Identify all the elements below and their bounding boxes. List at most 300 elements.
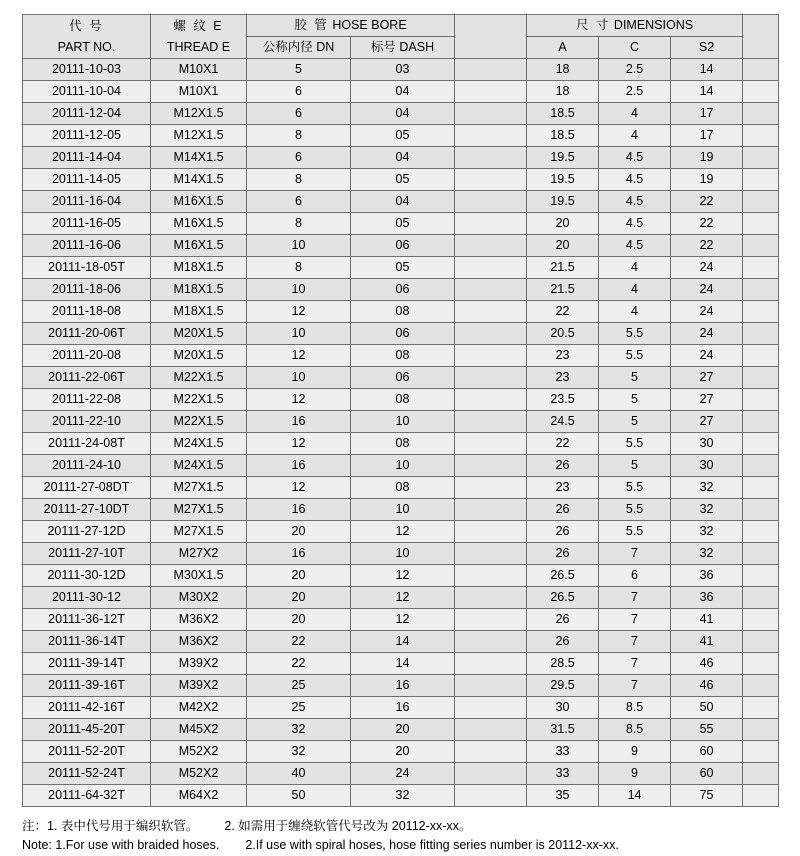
cell-dn: 16	[247, 455, 351, 477]
cell-dn: 16	[247, 499, 351, 521]
header-part-no	[23, 15, 151, 59]
cell-s2: 30	[671, 455, 743, 477]
cell-spacer-right	[743, 763, 779, 785]
cell-a: 23	[527, 477, 599, 499]
cell-s2: 32	[671, 499, 743, 521]
cell-thread: M18X1.5	[151, 301, 247, 323]
cell-dn: 20	[247, 587, 351, 609]
cell-c: 4.5	[599, 147, 671, 169]
cell-dn: 16	[247, 411, 351, 433]
cell-thread: M22X1.5	[151, 411, 247, 433]
cell-spacer	[455, 697, 527, 719]
cell-dn: 32	[247, 719, 351, 741]
note-cn-2: 2. 如需用于缠绕软管代号改为 20112-xx-xx。	[224, 819, 472, 833]
cell-spacer	[455, 103, 527, 125]
cell-dash: 32	[351, 785, 455, 807]
cell-a: 22	[527, 301, 599, 323]
cell-spacer-right	[743, 81, 779, 103]
cell-a: 33	[527, 741, 599, 763]
cell-s2: 36	[671, 587, 743, 609]
cell-c: 14	[599, 785, 671, 807]
cell-dash: 12	[351, 565, 455, 587]
cell-c: 5.5	[599, 499, 671, 521]
cell-a: 19.5	[527, 147, 599, 169]
cell-part-no: 20111-27-12D	[23, 521, 151, 543]
cell-dash: 10	[351, 455, 455, 477]
fittings-spec-table	[22, 14, 779, 807]
cell-dash: 14	[351, 653, 455, 675]
table-row	[23, 213, 779, 235]
table-row	[23, 565, 779, 587]
cell-dn: 20	[247, 521, 351, 543]
cell-spacer-right	[743, 103, 779, 125]
cell-dn: 6	[247, 147, 351, 169]
cell-dn: 32	[247, 741, 351, 763]
cell-part-no: 20111-12-04	[23, 103, 151, 125]
header-part-no-en: PART NO.	[57, 39, 116, 54]
cell-c: 4	[599, 125, 671, 147]
table-row	[23, 785, 779, 807]
cell-dn: 12	[247, 433, 351, 455]
cell-dash: 04	[351, 81, 455, 103]
cell-s2: 24	[671, 323, 743, 345]
table-row	[23, 653, 779, 675]
cell-spacer-right	[743, 785, 779, 807]
cell-c: 7	[599, 675, 671, 697]
cell-spacer-right	[743, 433, 779, 455]
cell-c: 5.5	[599, 345, 671, 367]
table-row	[23, 719, 779, 741]
cell-part-no: 20111-18-08	[23, 301, 151, 323]
header-dash-en: DASH	[399, 40, 435, 54]
cell-dash: 06	[351, 367, 455, 389]
table-row	[23, 345, 779, 367]
cell-a: 35	[527, 785, 599, 807]
cell-a: 26	[527, 631, 599, 653]
table-row	[23, 279, 779, 301]
cell-dn: 8	[247, 169, 351, 191]
cell-a: 29.5	[527, 675, 599, 697]
cell-spacer-right	[743, 257, 779, 279]
cell-dash: 12	[351, 521, 455, 543]
cell-spacer-right	[743, 191, 779, 213]
cell-spacer	[455, 543, 527, 565]
cell-dash: 05	[351, 125, 455, 147]
cell-thread: M42X2	[151, 697, 247, 719]
cell-s2: 75	[671, 785, 743, 807]
cell-c: 2.5	[599, 81, 671, 103]
cell-spacer	[455, 785, 527, 807]
cell-part-no: 20111-20-08	[23, 345, 151, 367]
cell-c: 8.5	[599, 719, 671, 741]
header-col-a: A	[527, 37, 599, 59]
cell-s2: 27	[671, 367, 743, 389]
cell-part-no: 20111-42-16T	[23, 697, 151, 719]
header-row-top	[23, 15, 779, 37]
table-row	[23, 323, 779, 345]
cell-c: 7	[599, 543, 671, 565]
cell-a: 18	[527, 59, 599, 81]
cell-dash: 08	[351, 389, 455, 411]
cell-a: 22	[527, 433, 599, 455]
table-row	[23, 609, 779, 631]
cell-spacer	[455, 191, 527, 213]
cell-c: 9	[599, 741, 671, 763]
cell-part-no: 20111-10-03	[23, 59, 151, 81]
cell-a: 26	[527, 543, 599, 565]
cell-spacer	[455, 59, 527, 81]
cell-s2: 46	[671, 675, 743, 697]
cell-spacer-right	[743, 565, 779, 587]
cell-dash: 08	[351, 477, 455, 499]
cell-spacer-right	[743, 675, 779, 697]
table-row	[23, 455, 779, 477]
cell-part-no: 20111-24-10	[23, 455, 151, 477]
cell-part-no: 20111-14-05	[23, 169, 151, 191]
cell-a: 18.5	[527, 125, 599, 147]
cell-spacer-right	[743, 521, 779, 543]
cell-c: 7	[599, 587, 671, 609]
table-row	[23, 631, 779, 653]
cell-dn: 22	[247, 653, 351, 675]
header-hose-bore	[247, 15, 455, 37]
cell-a: 21.5	[527, 257, 599, 279]
cell-spacer-right	[743, 169, 779, 191]
cell-c: 2.5	[599, 59, 671, 81]
cell-part-no: 20111-27-10DT	[23, 499, 151, 521]
cell-part-no: 20111-22-08	[23, 389, 151, 411]
cell-spacer-right	[743, 389, 779, 411]
cell-s2: 24	[671, 345, 743, 367]
cell-dn: 40	[247, 763, 351, 785]
cell-part-no: 20111-16-06	[23, 235, 151, 257]
cell-c: 4	[599, 257, 671, 279]
cell-s2: 24	[671, 257, 743, 279]
cell-thread: M10X1	[151, 81, 247, 103]
cell-c: 5	[599, 367, 671, 389]
header-dn-en: DN	[316, 40, 335, 54]
cell-thread: M52X2	[151, 741, 247, 763]
cell-a: 33	[527, 763, 599, 785]
cell-spacer-right	[743, 719, 779, 741]
header-spacer-right	[743, 15, 779, 59]
cell-spacer	[455, 763, 527, 785]
table-row	[23, 433, 779, 455]
cell-dash: 12	[351, 587, 455, 609]
cell-spacer	[455, 235, 527, 257]
cell-a: 26	[527, 609, 599, 631]
cell-spacer	[455, 565, 527, 587]
cell-spacer-right	[743, 499, 779, 521]
header-dash	[351, 37, 455, 59]
cell-part-no: 20111-16-04	[23, 191, 151, 213]
cell-a: 26	[527, 521, 599, 543]
cell-s2: 60	[671, 741, 743, 763]
cell-spacer	[455, 147, 527, 169]
cell-c: 4	[599, 103, 671, 125]
cell-part-no: 20111-16-05	[23, 213, 151, 235]
cell-spacer-right	[743, 125, 779, 147]
note-row-cn	[22, 817, 778, 836]
cell-dn: 50	[247, 785, 351, 807]
header-hose-bore-cn: 胶 管	[294, 18, 329, 32]
cell-dn: 8	[247, 125, 351, 147]
table-row	[23, 543, 779, 565]
cell-c: 4.5	[599, 213, 671, 235]
table-row	[23, 741, 779, 763]
cell-c: 5.5	[599, 521, 671, 543]
cell-dn: 6	[247, 103, 351, 125]
cell-a: 20	[527, 235, 599, 257]
cell-dn: 6	[247, 81, 351, 103]
cell-part-no: 20111-39-16T	[23, 675, 151, 697]
cell-part-no: 20111-14-04	[23, 147, 151, 169]
cell-dn: 10	[247, 323, 351, 345]
cell-a: 18	[527, 81, 599, 103]
cell-s2: 60	[671, 763, 743, 785]
table-row	[23, 499, 779, 521]
cell-s2: 19	[671, 147, 743, 169]
cell-dash: 10	[351, 499, 455, 521]
cell-dash: 06	[351, 323, 455, 345]
header-dn-cn: 公称内径	[262, 40, 313, 54]
cell-thread: M22X1.5	[151, 389, 247, 411]
cell-dash: 14	[351, 631, 455, 653]
cell-dn: 8	[247, 257, 351, 279]
cell-s2: 41	[671, 609, 743, 631]
header-col-c: C	[599, 37, 671, 59]
cell-c: 8.5	[599, 697, 671, 719]
cell-spacer-right	[743, 587, 779, 609]
cell-spacer	[455, 81, 527, 103]
cell-c: 5	[599, 389, 671, 411]
cell-thread: M12X1.5	[151, 125, 247, 147]
cell-dash: 04	[351, 191, 455, 213]
cell-thread: M12X1.5	[151, 103, 247, 125]
cell-part-no: 20111-18-05T	[23, 257, 151, 279]
cell-spacer-right	[743, 213, 779, 235]
table-row	[23, 235, 779, 257]
cell-dash: 16	[351, 675, 455, 697]
cell-dn: 8	[247, 213, 351, 235]
cell-s2: 46	[671, 653, 743, 675]
cell-part-no: 20111-64-32T	[23, 785, 151, 807]
cell-spacer	[455, 609, 527, 631]
cell-spacer-right	[743, 631, 779, 653]
cell-c: 4.5	[599, 235, 671, 257]
table-row	[23, 389, 779, 411]
cell-thread: M45X2	[151, 719, 247, 741]
cell-c: 6	[599, 565, 671, 587]
cell-a: 20	[527, 213, 599, 235]
cell-dn: 12	[247, 301, 351, 323]
cell-thread: M24X1.5	[151, 433, 247, 455]
cell-spacer-right	[743, 279, 779, 301]
cell-s2: 36	[671, 565, 743, 587]
cell-s2: 32	[671, 477, 743, 499]
cell-dash: 04	[351, 103, 455, 125]
cell-spacer-right	[743, 235, 779, 257]
table-row	[23, 147, 779, 169]
cell-spacer	[455, 367, 527, 389]
cell-s2: 22	[671, 191, 743, 213]
cell-a: 19.5	[527, 191, 599, 213]
table-row	[23, 125, 779, 147]
cell-spacer	[455, 741, 527, 763]
cell-thread: M18X1.5	[151, 257, 247, 279]
cell-dn: 25	[247, 697, 351, 719]
cell-dn: 6	[247, 191, 351, 213]
cell-part-no: 20111-22-06T	[23, 367, 151, 389]
note-en-2: 2.If use with spiral hoses, hose fitting series number is 20112-xx-xx.	[245, 838, 619, 853]
header-part-no-cn: 代 号	[69, 18, 104, 33]
cell-thread: M27X1.5	[151, 499, 247, 521]
cell-thread: M27X2	[151, 543, 247, 565]
cell-dn: 10	[247, 235, 351, 257]
cell-spacer	[455, 675, 527, 697]
cell-a: 21.5	[527, 279, 599, 301]
cell-c: 5.5	[599, 433, 671, 455]
cell-s2: 32	[671, 543, 743, 565]
cell-dash: 08	[351, 433, 455, 455]
cell-dash: 06	[351, 279, 455, 301]
table-row	[23, 169, 779, 191]
cell-thread: M16X1.5	[151, 191, 247, 213]
cell-dash: 20	[351, 741, 455, 763]
cell-spacer	[455, 169, 527, 191]
cell-thread: M36X2	[151, 631, 247, 653]
cell-spacer-right	[743, 697, 779, 719]
table-row	[23, 477, 779, 499]
cell-s2: 19	[671, 169, 743, 191]
cell-spacer	[455, 389, 527, 411]
cell-part-no: 20111-30-12D	[23, 565, 151, 587]
cell-spacer	[455, 587, 527, 609]
cell-s2: 17	[671, 125, 743, 147]
table-row	[23, 521, 779, 543]
cell-thread: M30X1.5	[151, 565, 247, 587]
cell-part-no: 20111-12-05	[23, 125, 151, 147]
cell-spacer-right	[743, 455, 779, 477]
cell-a: 18.5	[527, 103, 599, 125]
cell-part-no: 20111-39-14T	[23, 653, 151, 675]
cell-s2: 24	[671, 279, 743, 301]
cell-dash: 03	[351, 59, 455, 81]
cell-spacer-right	[743, 609, 779, 631]
cell-spacer	[455, 653, 527, 675]
cell-c: 5.5	[599, 323, 671, 345]
notes-block	[22, 817, 778, 856]
cell-part-no: 20111-18-06	[23, 279, 151, 301]
header-hose-bore-en: HOSE BORE	[332, 18, 407, 32]
cell-dn: 10	[247, 279, 351, 301]
cell-c: 4.5	[599, 191, 671, 213]
cell-s2: 27	[671, 389, 743, 411]
table-row	[23, 103, 779, 125]
cell-spacer-right	[743, 653, 779, 675]
cell-part-no: 20111-27-08DT	[23, 477, 151, 499]
table-row	[23, 81, 779, 103]
header-col-s2: S2	[671, 37, 743, 59]
cell-a: 24.5	[527, 411, 599, 433]
cell-spacer	[455, 455, 527, 477]
table-body	[23, 59, 779, 807]
cell-a: 23	[527, 367, 599, 389]
table-row	[23, 191, 779, 213]
header-spacer	[455, 15, 527, 59]
cell-thread: M14X1.5	[151, 169, 247, 191]
cell-c: 4	[599, 301, 671, 323]
cell-dn: 16	[247, 543, 351, 565]
cell-dash: 08	[351, 345, 455, 367]
cell-dn: 12	[247, 477, 351, 499]
cell-s2: 24	[671, 301, 743, 323]
cell-a: 19.5	[527, 169, 599, 191]
cell-a: 23	[527, 345, 599, 367]
cell-dash: 16	[351, 697, 455, 719]
table-header	[23, 15, 779, 59]
note-row-en	[22, 836, 778, 855]
cell-thread: M14X1.5	[151, 147, 247, 169]
cell-dn: 22	[247, 631, 351, 653]
cell-spacer-right	[743, 367, 779, 389]
header-thread	[151, 15, 247, 59]
header-dimensions-cn: 尺 寸	[575, 18, 611, 32]
cell-a: 31.5	[527, 719, 599, 741]
cell-part-no: 20111-27-10T	[23, 543, 151, 565]
cell-spacer	[455, 719, 527, 741]
note-en-1: Note: 1.For use with braided hoses.	[22, 838, 220, 853]
cell-thread: M16X1.5	[151, 235, 247, 257]
cell-dash: 05	[351, 169, 455, 191]
cell-part-no: 20111-10-04	[23, 81, 151, 103]
cell-c: 7	[599, 653, 671, 675]
cell-spacer	[455, 433, 527, 455]
cell-dn: 25	[247, 675, 351, 697]
cell-s2: 55	[671, 719, 743, 741]
cell-part-no: 20111-45-20T	[23, 719, 151, 741]
cell-spacer	[455, 279, 527, 301]
cell-a: 26	[527, 499, 599, 521]
cell-spacer	[455, 411, 527, 433]
cell-spacer	[455, 345, 527, 367]
cell-dash: 20	[351, 719, 455, 741]
cell-spacer	[455, 521, 527, 543]
cell-thread: M27X1.5	[151, 477, 247, 499]
cell-thread: M52X2	[151, 763, 247, 785]
cell-part-no: 20111-24-08T	[23, 433, 151, 455]
cell-spacer-right	[743, 345, 779, 367]
cell-thread: M20X1.5	[151, 345, 247, 367]
cell-dn: 20	[247, 565, 351, 587]
cell-thread: M39X2	[151, 653, 247, 675]
cell-c: 7	[599, 609, 671, 631]
cell-thread: M39X2	[151, 675, 247, 697]
cell-dash: 12	[351, 609, 455, 631]
cell-thread: M16X1.5	[151, 213, 247, 235]
cell-spacer	[455, 477, 527, 499]
table-row	[23, 675, 779, 697]
table-row	[23, 257, 779, 279]
cell-part-no: 20111-36-14T	[23, 631, 151, 653]
table-row	[23, 59, 779, 81]
cell-a: 20.5	[527, 323, 599, 345]
cell-s2: 41	[671, 631, 743, 653]
cell-spacer	[455, 323, 527, 345]
table-row	[23, 411, 779, 433]
table-row	[23, 697, 779, 719]
cell-dash: 24	[351, 763, 455, 785]
